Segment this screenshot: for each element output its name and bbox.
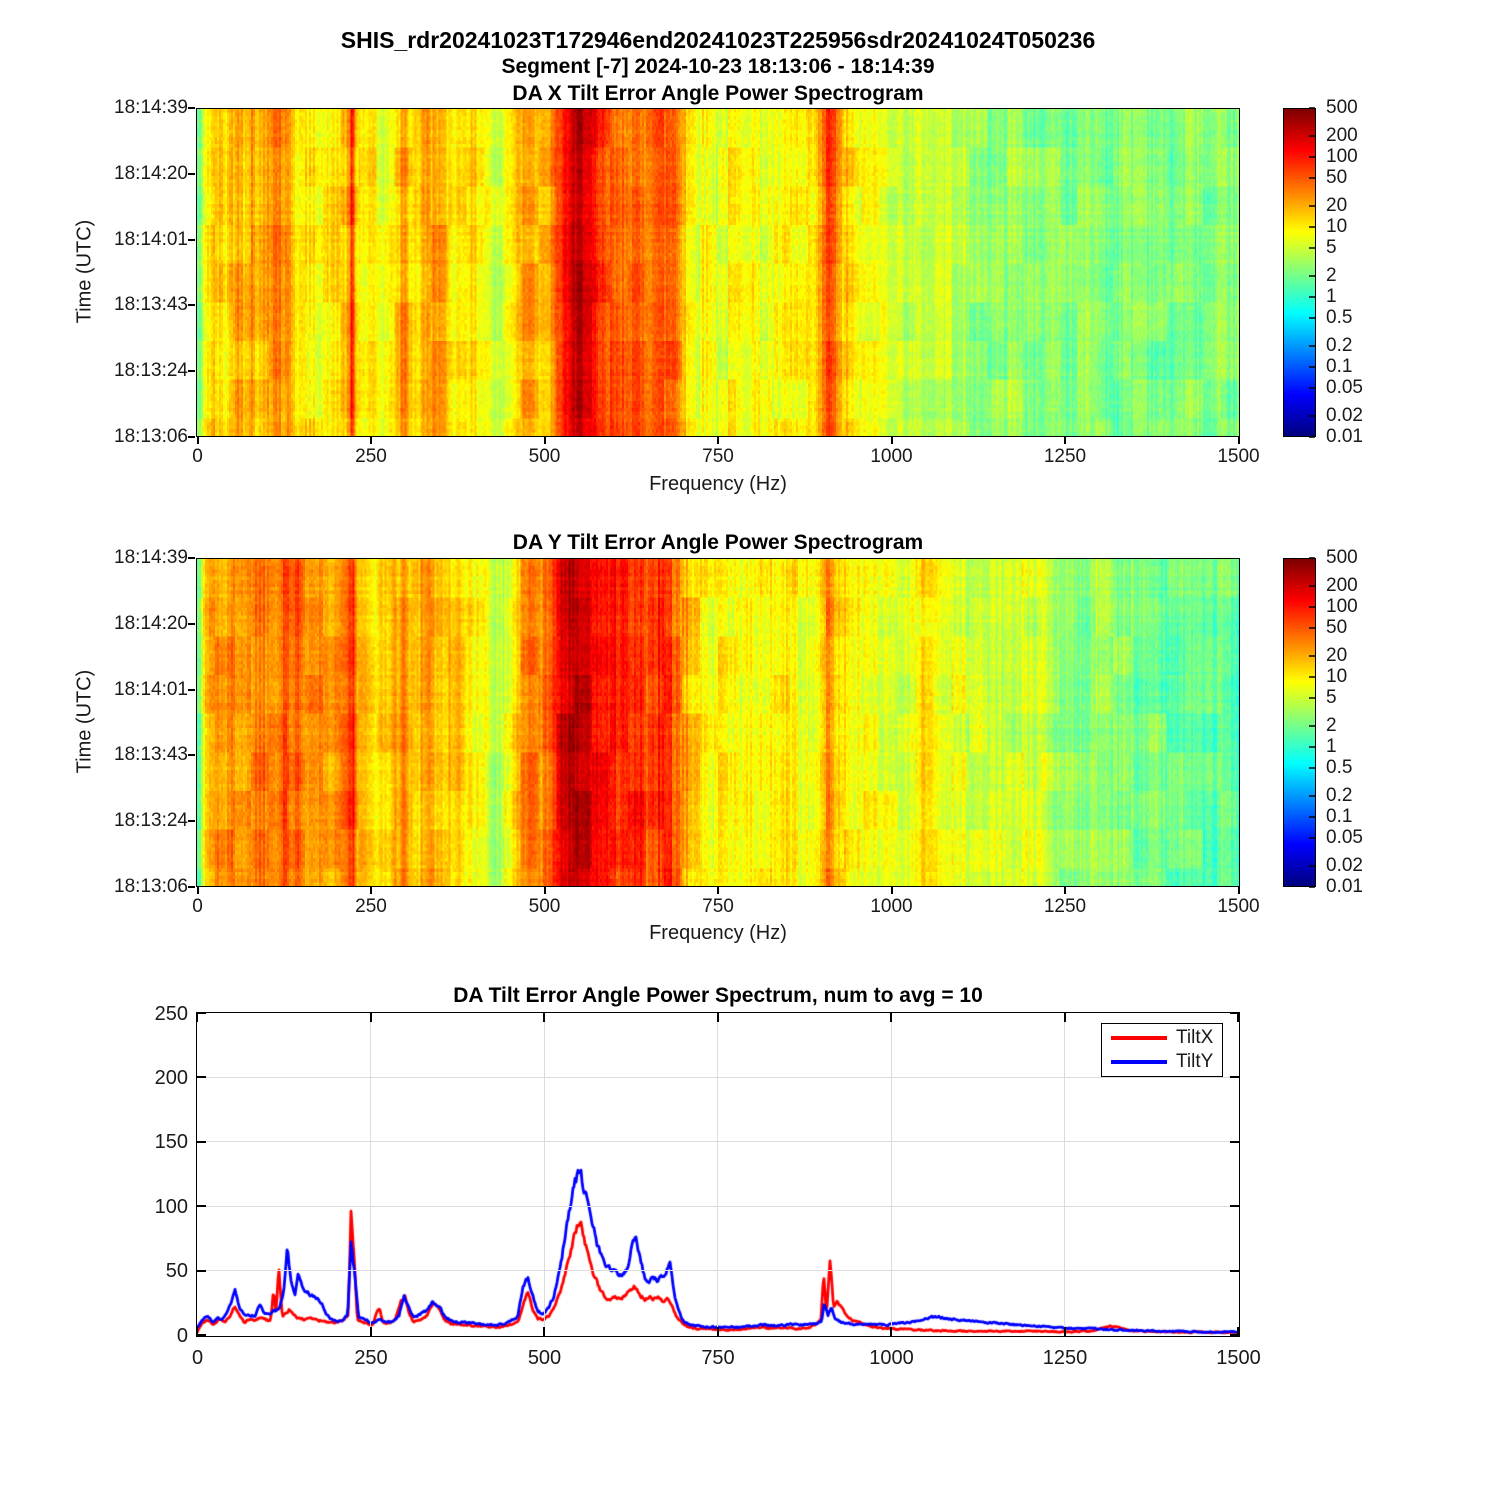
axis-tickmark xyxy=(197,1012,206,1014)
spectrogram-y-xlabel: Frequency (Hz) xyxy=(649,922,787,944)
y-tick-label: 18:14:20 xyxy=(114,162,188,184)
x-tick-label: 1500 xyxy=(1217,446,1260,467)
colorbar-tick-label: 200 xyxy=(1326,574,1358,596)
y-tickmark xyxy=(188,689,195,691)
x-tickmark xyxy=(370,887,372,894)
axis-tickmark xyxy=(1064,1013,1066,1022)
x-tick-label: 1000 xyxy=(870,896,913,917)
x-tick-label: 1250 xyxy=(1042,1347,1088,1369)
y-tick-label: 18:13:43 xyxy=(114,744,188,766)
colorbar-tickmark xyxy=(1309,345,1315,347)
colorbar-tick-label: 0.01 xyxy=(1326,876,1363,897)
x-tick-label: 750 xyxy=(702,896,734,917)
x-tickmark xyxy=(891,887,893,894)
spectrogram-y-plot xyxy=(196,558,1240,887)
x-tickmark xyxy=(197,887,199,894)
spectrogram-y-title: DA Y Tilt Error Angle Power Spectrogram xyxy=(512,531,924,554)
y-tick-label: 18:13:24 xyxy=(114,360,188,382)
colorbar-tickmark xyxy=(1309,816,1315,818)
tiltx-line-swatch xyxy=(1111,1036,1167,1040)
y-tickmark xyxy=(188,820,195,822)
colorbar-tickmark xyxy=(1309,697,1315,699)
x-tickmark xyxy=(717,437,719,444)
axis-tickmark xyxy=(1230,1205,1239,1207)
colorbar-tickmark xyxy=(1309,606,1315,608)
spectrogram-x-xlabel: Frequency (Hz) xyxy=(649,473,787,495)
colorbar-tick-label: 50 xyxy=(1326,617,1348,638)
y-tickmark xyxy=(188,239,195,241)
colorbar-tickmark xyxy=(1309,177,1315,179)
y-tick-label: 18:13:06 xyxy=(114,876,188,897)
x-tick-label: 0 xyxy=(192,446,203,467)
colorbar-tickmark xyxy=(1309,585,1315,587)
colorbar-tickmark xyxy=(1309,366,1315,368)
colorbar-tickmark xyxy=(1309,135,1315,137)
x-tick-label: 750 xyxy=(702,446,734,467)
y-tick-label: 150 xyxy=(154,1131,188,1154)
axis-tickmark xyxy=(543,1327,545,1336)
colorbar-tick-label: 20 xyxy=(1326,644,1348,666)
x-tick-label: 250 xyxy=(354,1347,388,1369)
spectrogram-x-heatmap xyxy=(197,109,1239,436)
figure-title: SHIS_rdr20241023T172946end20241023T225956sdr20241024T050236 xyxy=(340,27,1096,53)
axis-tickmark xyxy=(1230,1270,1239,1272)
colorbar-tickmark xyxy=(1309,247,1315,249)
y-tick-label: 100 xyxy=(154,1195,188,1218)
axis-tickmark xyxy=(196,1013,198,1022)
x-tickmark xyxy=(1064,437,1066,444)
colorbar-tickmark xyxy=(1309,767,1315,769)
colorbar-tickmark xyxy=(1309,837,1315,839)
x-tickmark xyxy=(1064,887,1066,894)
axis-tickmark xyxy=(890,1327,892,1336)
colorbar-tickmark xyxy=(1309,865,1315,867)
x-tickmark xyxy=(1238,437,1240,444)
x-tick-label: 1000 xyxy=(870,446,913,467)
horizontal-gridline xyxy=(197,1206,1238,1207)
colorbar-tick-label: 10 xyxy=(1326,215,1348,237)
spectrum-title: DA Tilt Error Angle Power Spectrum, num to avg = 10 xyxy=(453,984,983,1007)
colorbar-tick-label: 500 xyxy=(1326,547,1358,568)
colorbar-tick-label: 0.2 xyxy=(1326,784,1353,806)
colorbar-tickmark xyxy=(1309,415,1315,417)
x-tick-label: 1500 xyxy=(1217,896,1260,917)
colorbar-tickmark xyxy=(1309,725,1315,727)
x-tickmark xyxy=(544,887,546,894)
colorbar-tick-label: 0.05 xyxy=(1326,827,1363,849)
colorbar-tick-label: 20 xyxy=(1326,194,1348,216)
axis-tickmark xyxy=(717,1327,719,1336)
y-tick-label: 18:13:24 xyxy=(114,810,188,832)
colorbar-tick-label: 2 xyxy=(1326,264,1337,286)
x-tickmark xyxy=(1238,887,1240,894)
x-tick-label: 0 xyxy=(191,1347,204,1369)
colorbar-tick-label: 0.02 xyxy=(1326,854,1363,876)
spectrogram-x-title: DA X Tilt Error Angle Power Spectrogram xyxy=(512,82,924,105)
vertical-gridline xyxy=(891,1013,892,1335)
vertical-gridline xyxy=(717,1013,718,1335)
colorbar-tick-label: 200 xyxy=(1326,124,1358,146)
axis-tickmark xyxy=(1064,1327,1066,1336)
y-tick-label: 18:13:06 xyxy=(114,426,188,447)
x-tickmark xyxy=(197,437,199,444)
tiltx-legend-label: TiltX xyxy=(1176,1027,1214,1048)
colorbar-tick-label: 0.1 xyxy=(1326,355,1353,377)
axis-tickmark xyxy=(1237,1013,1239,1022)
y-tickmark xyxy=(188,436,195,438)
colorbar-tickmark xyxy=(1309,387,1315,389)
y-tick-label: 18:14:39 xyxy=(114,547,188,568)
legend xyxy=(1101,1023,1223,1077)
y-tickmark xyxy=(188,754,195,756)
x-tick-label: 1250 xyxy=(1043,446,1087,467)
y-tickmark xyxy=(188,557,195,559)
y-tick-label: 250 xyxy=(154,1002,188,1025)
colorbar-tickmark xyxy=(1309,226,1315,228)
colorbar-tick-label: 0.5 xyxy=(1326,307,1353,329)
spectrogram-x-ylabel: Time (UTC) xyxy=(73,219,96,324)
colorbar-tick-label: 0.01 xyxy=(1326,426,1363,447)
colorbar-tickmark xyxy=(1309,655,1315,657)
axis-tickmark xyxy=(197,1141,206,1143)
colorbar-tick-label: 1 xyxy=(1326,285,1337,307)
y-tickmark xyxy=(188,370,195,372)
tilty-line-swatch xyxy=(1111,1060,1167,1064)
tilty-legend-label: TiltY xyxy=(1176,1051,1214,1072)
colorbar-tick-label: 100 xyxy=(1326,145,1358,167)
colorbar-tickmark xyxy=(1309,795,1315,797)
colorbar-tick-label: 500 xyxy=(1326,97,1358,118)
y-tick-label: 18:14:20 xyxy=(114,612,188,634)
legend-item-tilty xyxy=(1102,1052,1222,1072)
colorbar-tickmark xyxy=(1309,886,1315,888)
y-tick-label: 200 xyxy=(154,1066,188,1089)
colorbar-tick-label: 100 xyxy=(1326,595,1358,617)
colorbar-tickmark xyxy=(1309,107,1315,109)
y-tickmark xyxy=(188,304,195,306)
colorbar-tick-label: 50 xyxy=(1326,167,1348,188)
axis-tickmark xyxy=(717,1013,719,1022)
x-tick-label: 500 xyxy=(527,1347,562,1369)
x-tick-label: 500 xyxy=(528,896,561,917)
colorbar-tickmark xyxy=(1309,205,1315,207)
spectrogram-y-ylabel: Time (UTC) xyxy=(73,669,96,774)
axis-tickmark xyxy=(197,1334,206,1336)
vertical-gridline xyxy=(1064,1013,1065,1335)
axis-tickmark xyxy=(370,1013,372,1022)
x-tick-label: 0 xyxy=(192,896,203,917)
axis-tickmark xyxy=(1230,1334,1239,1336)
x-tick-label: 1000 xyxy=(869,1347,914,1369)
spectrogram-x-plot xyxy=(196,108,1240,437)
colorbar-tickmark xyxy=(1309,676,1315,678)
colorbar-tick-label: 1 xyxy=(1326,735,1337,757)
y-tickmark xyxy=(188,623,195,625)
y-tickmark xyxy=(188,107,195,109)
colorbar-tick-label: 5 xyxy=(1326,237,1337,259)
x-tickmark xyxy=(891,437,893,444)
colorbar-tick-label: 10 xyxy=(1326,665,1348,687)
horizontal-gridline xyxy=(197,1270,1238,1271)
colorbar-tickmark xyxy=(1309,296,1315,298)
colorbar-tickmark xyxy=(1309,317,1315,319)
axis-tickmark xyxy=(1230,1141,1239,1143)
axis-tickmark xyxy=(1230,1076,1239,1078)
x-tick-label: 500 xyxy=(528,446,561,467)
axis-tickmark xyxy=(370,1327,372,1336)
colorbar-tickmark xyxy=(1309,436,1315,438)
colorbar-tickmark xyxy=(1309,746,1315,748)
colorbar-tick-label: 0.5 xyxy=(1326,757,1353,779)
axis-tickmark xyxy=(543,1013,545,1022)
axis-tickmark xyxy=(890,1013,892,1022)
colorbar-tickmark xyxy=(1309,156,1315,158)
horizontal-gridline xyxy=(197,1141,1238,1142)
axis-tickmark xyxy=(197,1076,206,1078)
colorbar-tickmark xyxy=(1309,275,1315,277)
x-tick-label: 250 xyxy=(355,896,387,917)
axis-tickmark xyxy=(1230,1012,1239,1014)
y-tick-label: 18:14:39 xyxy=(114,97,188,118)
legend-item-tiltx xyxy=(1102,1028,1222,1048)
x-tick-label: 250 xyxy=(355,446,387,467)
y-tick-label: 0 xyxy=(176,1324,188,1347)
x-tickmark xyxy=(370,437,372,444)
x-tickmark xyxy=(544,437,546,444)
y-tickmark xyxy=(188,886,195,888)
x-tickmark xyxy=(717,887,719,894)
colorbar-tickmark xyxy=(1309,557,1315,559)
figure-subtitle: Segment [-7] 2024-10-23 18:13:06 - 18:14:39 xyxy=(501,55,935,78)
colorbar-tick-label: 0.05 xyxy=(1326,377,1363,399)
y-tick-label: 18:14:01 xyxy=(114,228,188,250)
axis-tickmark xyxy=(197,1205,206,1207)
y-tick-label: 18:13:43 xyxy=(114,294,188,316)
colorbar-tickmark xyxy=(1309,627,1315,629)
y-tickmark xyxy=(188,173,195,175)
spectrogram-y-heatmap xyxy=(197,559,1239,886)
vertical-gridline xyxy=(370,1013,371,1335)
horizontal-gridline xyxy=(197,1077,1238,1078)
vertical-gridline xyxy=(544,1013,545,1335)
colorbar-tick-label: 0.1 xyxy=(1326,805,1353,827)
colorbar-tick-label: 0.2 xyxy=(1326,334,1353,356)
y-tick-label: 50 xyxy=(165,1260,188,1283)
x-tick-label: 1500 xyxy=(1216,1347,1261,1369)
colorbar-tick-label: 2 xyxy=(1326,714,1337,736)
colorbar-tick-label: 5 xyxy=(1326,687,1337,709)
spectrum-plot xyxy=(196,1012,1240,1337)
colorbar-tick-label: 0.02 xyxy=(1326,404,1363,426)
x-tick-label: 750 xyxy=(701,1347,735,1369)
y-tick-label: 18:14:01 xyxy=(114,678,188,700)
x-tick-label: 1250 xyxy=(1043,896,1087,917)
axis-tickmark xyxy=(197,1270,206,1272)
